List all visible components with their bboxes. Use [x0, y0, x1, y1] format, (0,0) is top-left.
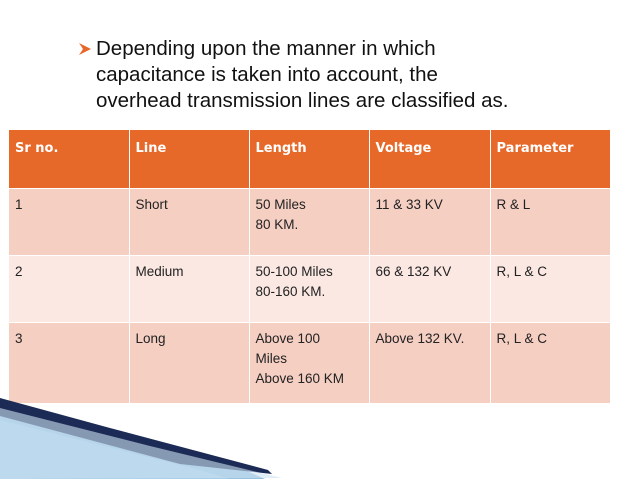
- decorative-swoosh: [0, 398, 300, 479]
- table-row: [9, 188, 610, 255]
- cell-parameter: R & L: [490, 188, 610, 255]
- cell-length: [249, 188, 369, 255]
- length-line: Miles: [255, 350, 288, 366]
- bullet-point: [76, 36, 616, 114]
- arrow-bullet-icon: [76, 36, 96, 64]
- cell-sr: 2: [9, 255, 129, 322]
- cell-parameter: R, L & C: [490, 255, 610, 322]
- table-header-row: [9, 130, 610, 188]
- classification-table: [9, 130, 611, 404]
- intro-line-2: capacitance is taken into account, the: [96, 63, 438, 86]
- table-row: [9, 322, 610, 403]
- cell-sr: 1: [9, 188, 129, 255]
- cell-line: Medium: [129, 255, 249, 322]
- cell-parameter: R, L & C: [490, 322, 610, 403]
- intro-line-3: overhead transmission lines are classified as.: [96, 89, 509, 112]
- length-line: Above 160 KM: [255, 370, 345, 386]
- length-line: 50-100 Miles: [255, 263, 333, 279]
- header-voltage: Voltage: [369, 130, 490, 188]
- length-line: 50 Miles: [255, 196, 306, 212]
- cell-length: [249, 322, 369, 403]
- length-line: 80 KM.: [255, 216, 299, 232]
- header-sr-no: Sr no.: [9, 130, 129, 188]
- cell-length: [249, 255, 369, 322]
- intro-line-1: Depending upon the manner in which: [96, 37, 436, 60]
- cell-voltage: 11 & 33 KV: [369, 188, 490, 255]
- length-line: Above 100: [255, 330, 321, 346]
- header-length: Length: [249, 130, 369, 188]
- length-line: 80-160 KM.: [255, 283, 326, 299]
- cell-line: Long: [129, 322, 249, 403]
- intro-text: [96, 36, 508, 114]
- header-line: Line: [129, 130, 249, 188]
- cell-line: Short: [129, 188, 249, 255]
- cell-voltage: Above 132 KV.: [369, 322, 490, 403]
- cell-voltage: 66 & 132 KV: [369, 255, 490, 322]
- cell-sr: 3: [9, 322, 129, 403]
- header-parameter: Parameter: [490, 130, 610, 188]
- table-row: [9, 255, 610, 322]
